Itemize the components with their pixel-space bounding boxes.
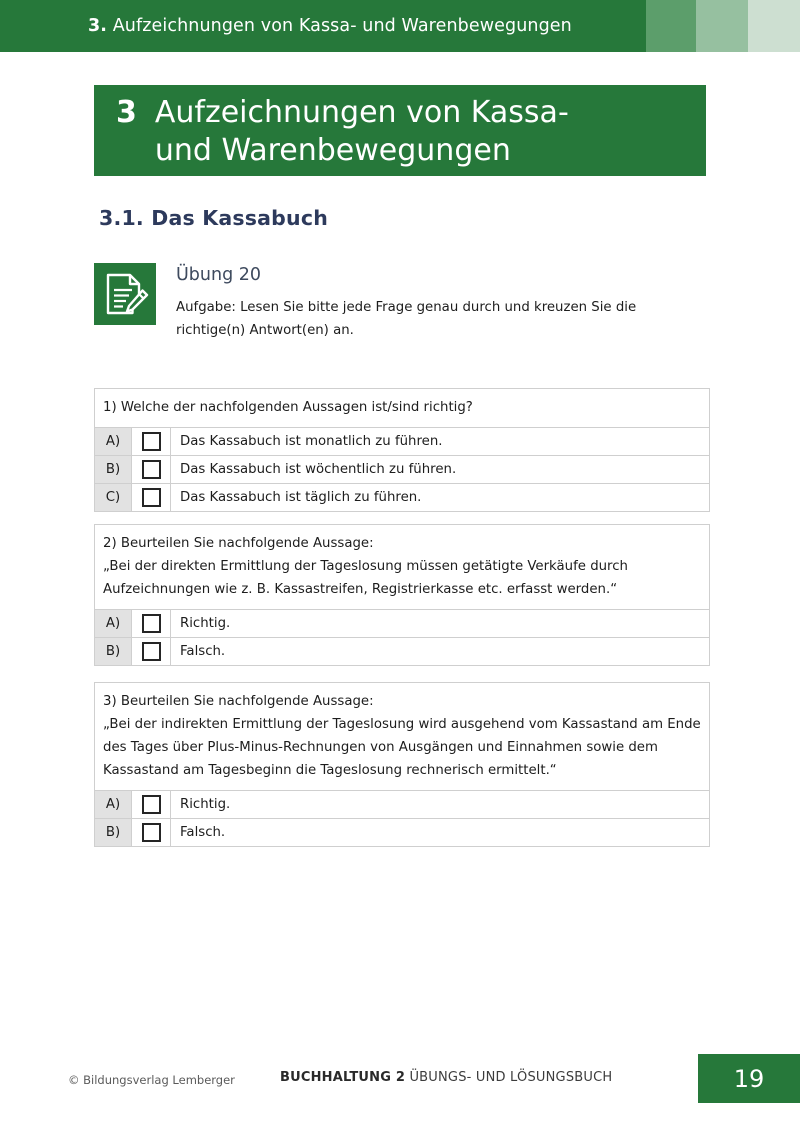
chapter-title-line-2: und Warenbewegungen [154, 133, 511, 168]
option-text: Richtig. [180, 616, 231, 631]
option-letter: B) [95, 819, 132, 846]
option-text: Das Kassabuch ist täglich zu führen. [180, 490, 422, 505]
running-header-number: 3. [88, 16, 108, 36]
table-row[interactable] [95, 428, 709, 456]
option-text: Falsch. [180, 825, 226, 840]
question-prompt-line: „Bei der indirekten Ermittlung der Tageslosung wird ausgehend vom Kassastand am Ende [103, 717, 701, 732]
chapter-title-line-1: Aufzeichnungen von Kassa- [154, 95, 569, 130]
table-row[interactable] [95, 484, 709, 511]
header-color-block-2 [696, 0, 748, 52]
running-header [0, 0, 800, 52]
footer-book-title-bold: BUCHHALTUNG 2 [280, 1070, 406, 1085]
exercise-block [94, 263, 714, 342]
running-header-main [0, 0, 646, 52]
question-table-1 [94, 388, 710, 512]
question-prompt-line: 3) Beurteilen Sie nachfolgende Aussage: [103, 694, 374, 709]
answer-checkbox[interactable] [142, 823, 161, 842]
question-prompt [95, 389, 709, 428]
answer-checkbox[interactable] [142, 795, 161, 814]
option-text: Das Kassabuch ist monatlich zu führen. [180, 434, 443, 449]
option-text: Richtig. [180, 797, 231, 812]
chapter-title [155, 94, 706, 176]
option-letter: B) [95, 456, 132, 483]
document-pencil-icon [94, 263, 156, 325]
running-header-label: Aufzeichnungen von Kassa- und Warenbewegungen [112, 16, 572, 36]
question-prompt [95, 525, 709, 610]
checkbox-cell[interactable] [132, 484, 171, 511]
table-row[interactable] [95, 791, 709, 819]
exercise-task-line-1: Aufgabe: Lesen Sie bitte jede Frage genau durch und kreuzen Sie die [176, 300, 637, 315]
section-heading: 3.1. Das Kassabuch [99, 206, 328, 230]
table-row[interactable] [95, 638, 709, 665]
checkbox-cell[interactable] [132, 456, 171, 483]
checkbox-cell[interactable] [132, 819, 171, 846]
chapter-title-block [94, 85, 706, 176]
footer-copyright: © Bildungsverlag Lemberger [68, 1073, 235, 1087]
answer-checkbox[interactable] [142, 460, 161, 479]
header-color-block-1 [646, 0, 696, 52]
option-letter: C) [95, 484, 132, 511]
checkbox-cell[interactable] [132, 610, 171, 637]
checkbox-cell[interactable] [132, 791, 171, 818]
question-prompt-line: Kassastand am Tagesbeginn die Tageslosung rechnerisch ermittelt.“ [103, 763, 557, 778]
table-row[interactable] [95, 819, 709, 846]
question-prompt-line: „Bei der direkten Ermittlung der Tageslosung müssen getätigte Verkäufe durch [103, 559, 628, 574]
question-prompt [95, 683, 709, 791]
header-color-block-3 [748, 0, 800, 52]
option-letter: B) [95, 638, 132, 665]
option-text: Falsch. [180, 644, 226, 659]
running-header-text [88, 16, 572, 36]
question-prompt-line: 1) Welche der nachfolgenden Aussagen ist/sind richtig? [103, 400, 473, 415]
table-row[interactable] [95, 456, 709, 484]
exercise-body [176, 263, 714, 342]
chapter-number: 3 [116, 95, 137, 130]
page-number-box [698, 1054, 800, 1103]
option-letter: A) [95, 791, 132, 818]
exercise-title: Übung 20 [176, 265, 262, 285]
option-letter: A) [95, 610, 132, 637]
page-number: 19 [733, 1064, 765, 1093]
table-row[interactable] [95, 610, 709, 638]
answer-checkbox[interactable] [142, 642, 161, 661]
question-prompt-line: 2) Beurteilen Sie nachfolgende Aussage: [103, 536, 374, 551]
footer-book-title-rest: ÜBUNGS- UND LÖSUNGSBUCH [405, 1070, 613, 1085]
answer-checkbox[interactable] [142, 614, 161, 633]
question-prompt-line: Aufzeichnungen wie z. B. Kassastreifen, Registrierkasse etc. erfasst werden.“ [103, 582, 618, 597]
question-prompt-line: des Tages über Plus-Minus-Rechnungen von Ausgängen und Einnahmen sowie dem [103, 740, 658, 755]
exercise-task-line-2: richtige(n) Antwort(en) an. [176, 323, 354, 338]
question-table-2 [94, 524, 710, 666]
exercise-task [176, 296, 676, 342]
footer-book-title [280, 1070, 612, 1085]
checkbox-cell[interactable] [132, 638, 171, 665]
question-table-3 [94, 682, 710, 847]
checkbox-cell[interactable] [132, 428, 171, 455]
option-letter: A) [95, 428, 132, 455]
option-text: Das Kassabuch ist wöchentlich zu führen. [180, 462, 457, 477]
answer-checkbox[interactable] [142, 432, 161, 451]
answer-checkbox[interactable] [142, 488, 161, 507]
